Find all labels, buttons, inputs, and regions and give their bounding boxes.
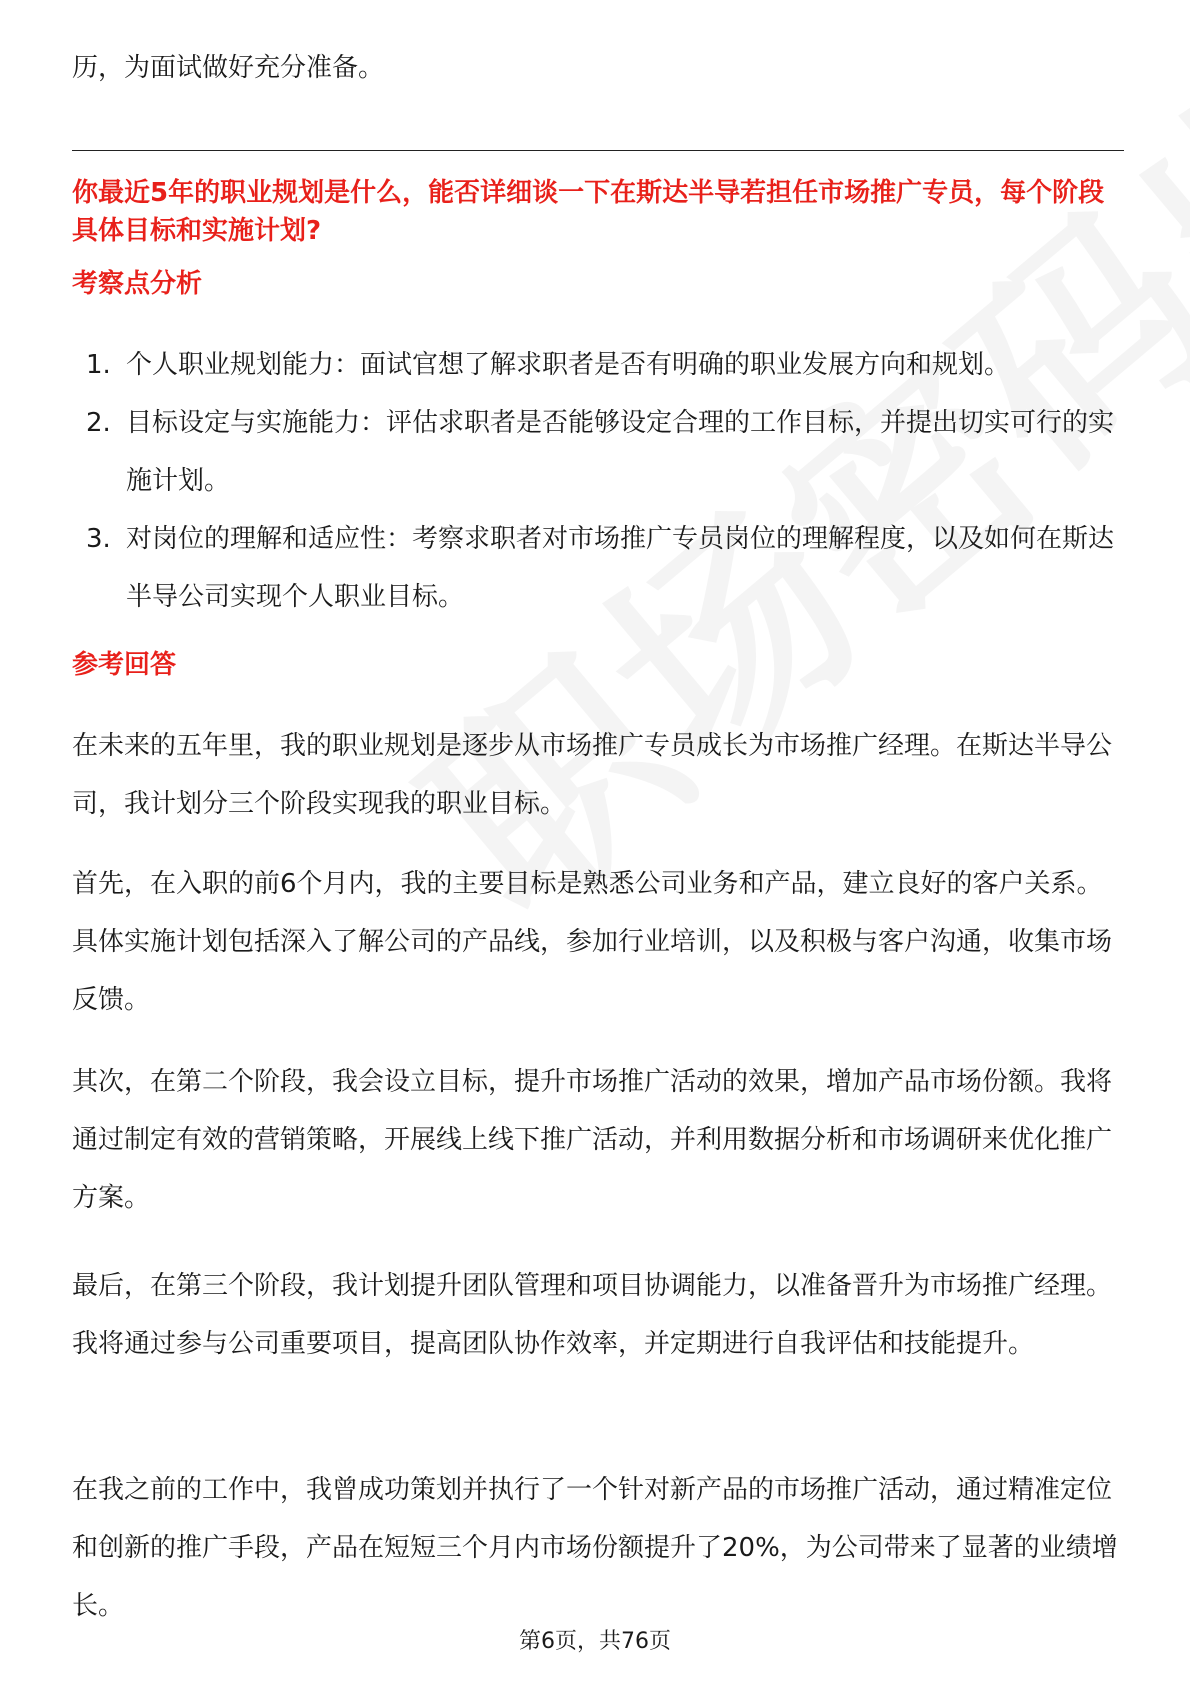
point-number: 2. (86, 408, 111, 438)
point-number: 1. (86, 350, 111, 380)
point-text: 个人职业规划能力：面试官想了解求职者是否有明确的职业发展方向和规划。 (126, 350, 1011, 380)
point-text: 对岗位的理解和适应性：考察求职者对市场推广专员岗位的理解程度，以及如何在斯达半导公司实现个人职业目标。 (126, 524, 1115, 612)
answer-paragraph: 最后，在第三个阶段，我计划提升团队管理和项目协调能力，以准备晋升为市场推广经理。我将通过参与公司重要项目，提高团队协作效率，并定期进行自我评估和技能提升。 (72, 1271, 1113, 1359)
analysis-points (72, 336, 1124, 626)
point-number: 3. (86, 524, 111, 554)
analysis-point (72, 336, 1124, 394)
point-text: 目标设定与实施能力：评估求职者是否能够设定合理的工作目标，并提出切实可行的实施计划。 (126, 408, 1115, 496)
answer-paragraph: 在我之前的工作中，我曾成功策划并执行了一个针对新产品的市场推广活动，通过精准定位和创新的推广手段，产品在短短三个月内市场份额提升了20%，为公司带来了显著的业绩增长。 (72, 1475, 1118, 1621)
divider (72, 150, 1124, 151)
analysis-point (72, 510, 1124, 626)
continuation-text: 历，为面试做好充分准备。 (72, 53, 385, 83)
analysis-title: 考察点分析 (72, 269, 203, 299)
answer-paragraph: 首先，在入职的前6个月内，我的主要目标是熟悉公司业务和产品，建立良好的客户关系。具体实施计划包括深入了解公司的产品线，参加行业培训，以及积极与客户沟通，收集市场反馈。 (72, 869, 1113, 1015)
answer-paragraph: 在未来的五年里，我的职业规划是逐步从市场推广专员成长为市场推广经理。在斯达半导公司，我计划分三个阶段实现我的职业目标。 (72, 731, 1113, 819)
answer-title: 参考回答 (72, 650, 177, 680)
page-number: 第6页，共76页 (519, 1629, 671, 1654)
question-heading: 你最近5年的职业规划是什么，能否详细谈一下在斯达半导若担任市场推广专员，每个阶段具体目标和实施计划? (72, 178, 1105, 246)
answer-paragraph: 其次，在第二个阶段，我会设立目标，提升市场推广活动的效果，增加产品市场份额。我将通过制定有效的营销策略，开展线上线下推广活动，并利用数据分析和市场调研来优化推广方案。 (72, 1067, 1113, 1213)
analysis-point (72, 394, 1124, 510)
